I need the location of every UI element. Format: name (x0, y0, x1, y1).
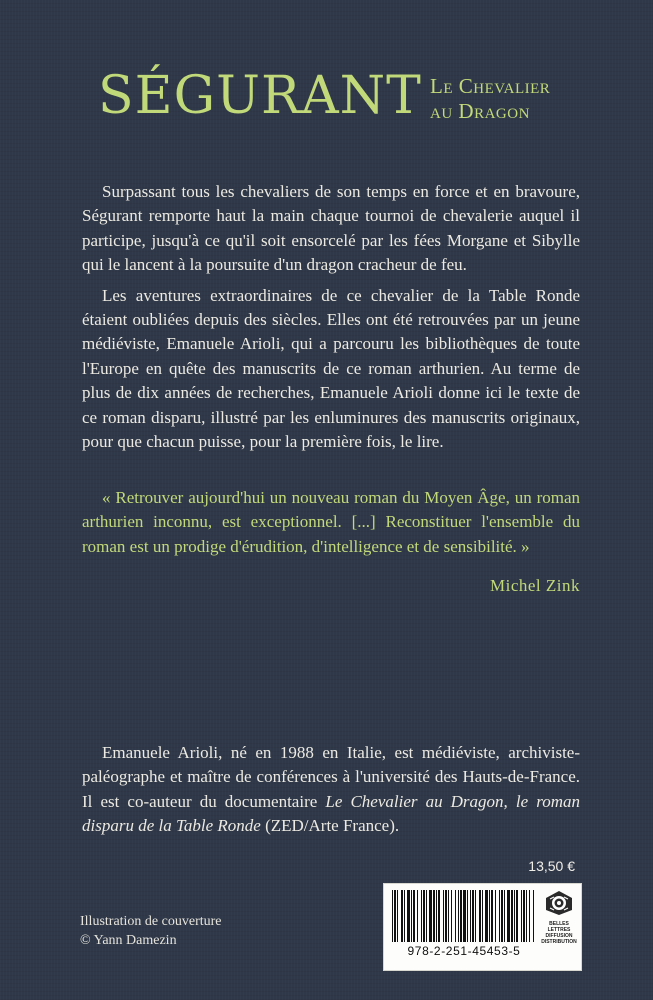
barcode-bar (463, 890, 466, 942)
documentary-title: Le Chevalier au Dragon, le roman disparu de la Table Ronde (82, 791, 580, 836)
barcode-bar (448, 890, 449, 942)
barcode-bar (436, 890, 437, 942)
barcode-bar (482, 890, 483, 942)
barcode-bar (529, 890, 530, 942)
barcode-bar (501, 890, 503, 942)
logo-text-3: DISTRIBUTION (541, 939, 577, 945)
quote-author: Michel Zink (489, 576, 580, 595)
quote-text: « Retrouver aujourd'hui un nouveau roman du Moyen Âge, un roman arthurien inconnu, est exceptionnel. [...] Reconstituer l'ensemble du roman est un prodige d'érudition, d'intelligence et de sensibilité. » (82, 488, 580, 556)
price: 13,50 € (528, 858, 575, 874)
bio-paragraph (82, 741, 580, 839)
barcode (390, 890, 538, 944)
blurb-paragraph-1: Surpassant tous les chevaliers de son temps en force et en bravoure, Ségurant remporte haut la main chaque tournoi de chevalerie auquel il participe, jusqu'à ce qu'il soit ensorcelé par les fées Morgane et Sibylle qui le lancent à la poursuite d'un dragon cracheur de feu. (82, 182, 580, 275)
logo-text-2: DIFFUSION (545, 933, 573, 939)
blurb-paragraph-2: Les aventures extraordinaires de ce chevalier de la Table Ronde étaient oubliées depuis des siècles. Elles ont été retrouvées par un jeune médiéviste, Emanuele Arioli, qui a parcouru les bibliothèques de toute l'Europe en quête des manuscrits de ce roman arthurien. Au terme de plus de dix années de recherches, Emanuele Arioli donne ici le texte de ce roman disparu, illustré par les enluminures des manuscrits originaux, pour que chacun puisse, pour la première fois, le lire. (82, 285, 580, 452)
barcode-bar (507, 890, 510, 942)
barcode-bar (523, 890, 525, 942)
barcode-bar (514, 890, 515, 942)
barcode-bar (470, 890, 471, 942)
barcode-bar (423, 890, 425, 942)
barcode-bar (467, 890, 468, 942)
barcode-bar (499, 890, 500, 942)
barcode-bar (445, 890, 447, 942)
barcode-bar (429, 890, 432, 942)
barcode-bar (460, 890, 462, 942)
book-subtitle (430, 74, 550, 124)
barcode-panel (383, 883, 582, 971)
barcode-bar (458, 890, 459, 942)
barcode-bar (526, 890, 527, 942)
barcode-bar (479, 890, 481, 942)
blurb (82, 180, 580, 460)
subtitle-line-2: au Dragon (430, 99, 530, 123)
subtitle-line-1: Le Chevalier (430, 74, 551, 98)
publisher-emblem-icon (544, 890, 574, 916)
barcode-bar (504, 890, 505, 942)
author-bio (82, 741, 580, 839)
barcode-bar (411, 890, 412, 942)
barcode-bar (489, 890, 490, 942)
barcode-bar (401, 890, 403, 942)
illustration-credit (80, 912, 222, 950)
barcode-bar (433, 890, 435, 942)
publisher-logo (541, 890, 577, 945)
barcode-bar (475, 890, 476, 942)
barcode-bar (392, 890, 393, 942)
barcode-bar (485, 890, 488, 942)
barcode-bar (516, 890, 518, 942)
barcode-bar (451, 890, 452, 942)
barcode-bar (491, 890, 493, 942)
barcode-bar (511, 890, 513, 942)
barcode-bar (533, 890, 534, 942)
isbn: 978-2-251-45453-5 (407, 944, 521, 958)
logo-text-1: BELLES LETTRES (547, 921, 571, 933)
barcode-bar (443, 890, 444, 942)
barcode-bar (397, 890, 398, 942)
barcode-bar (413, 890, 415, 942)
credit-line-2: © Yann Damezin (80, 933, 177, 948)
barcode-bar (495, 890, 496, 942)
barcode-bar (455, 890, 456, 942)
review-quote (82, 486, 580, 559)
bio-text-start: Emanuele Arioli, né en 1988 en Italie, est médiéviste, archiviste-paléographe et maître de conférences à l'université des Hauts-de-France. Il est co-auteur du documentaire (82, 743, 580, 811)
barcode-bar (404, 890, 405, 942)
barcode-bar (394, 890, 396, 942)
barcode-bar (417, 890, 418, 942)
barcode-bar (472, 890, 474, 942)
bio-text-end: (ZED/Arte France). (260, 816, 400, 836)
book-title: SÉGURANT (98, 66, 422, 126)
credit-line-1: Illustration de couverture (80, 914, 222, 929)
barcode-bar (421, 890, 422, 942)
barcode-bar (407, 890, 410, 942)
barcode-bar (438, 890, 440, 942)
barcode-bar (426, 890, 427, 942)
barcode-bar (521, 890, 522, 942)
